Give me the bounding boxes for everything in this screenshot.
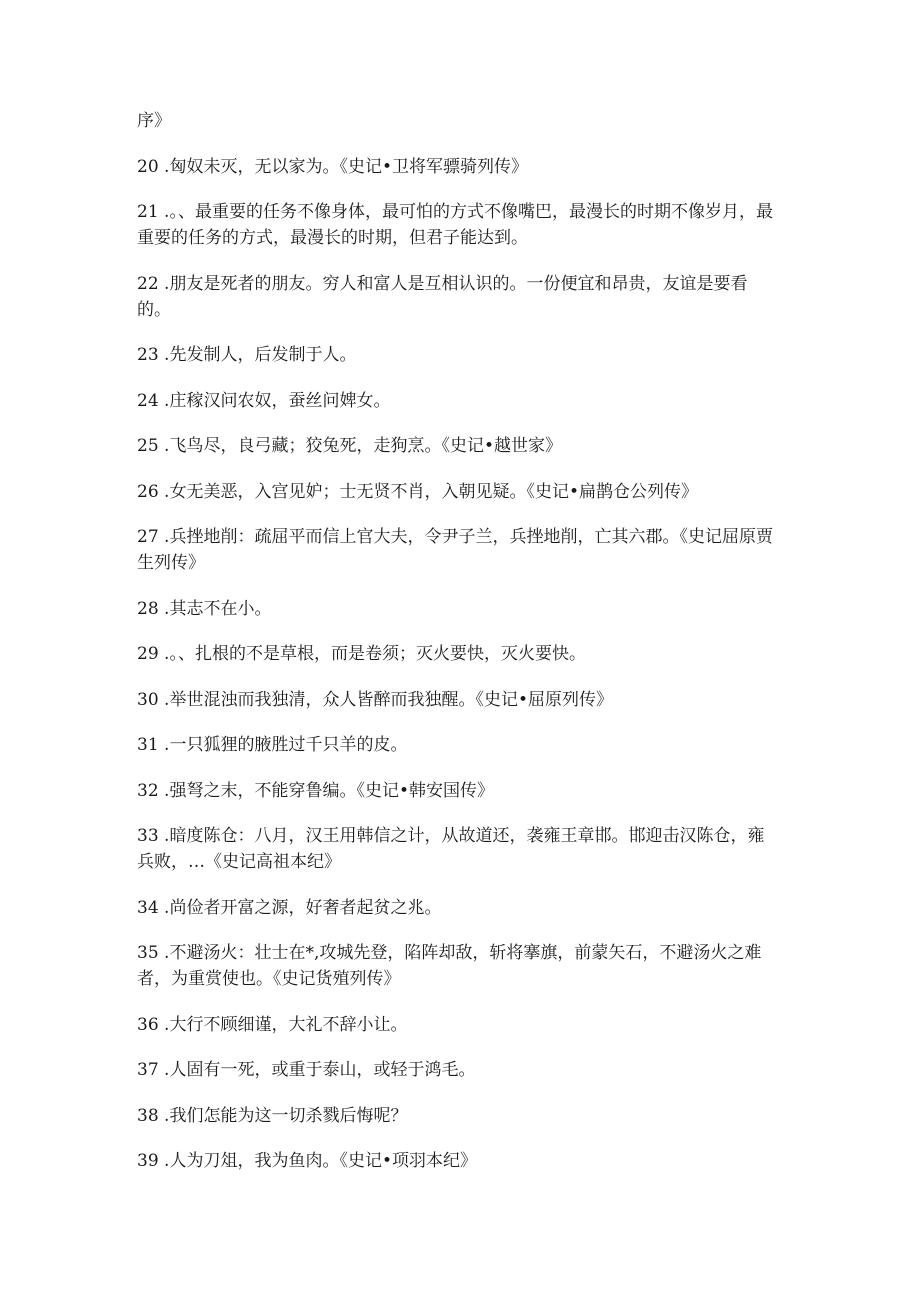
item-number: 21 xyxy=(137,202,159,222)
item-text: 庄稼汉问农奴，蚕丝问婢女。 xyxy=(169,390,391,411)
item-separator: . xyxy=(158,897,170,918)
item-number: 27 xyxy=(137,527,159,547)
item-text: 人为刀俎，我为鱼肉。《史记•项羽本纪》 xyxy=(169,1151,477,1171)
list-item xyxy=(137,199,777,251)
list-item xyxy=(137,732,777,758)
item-text: 飞鸟尽，良弓藏；狡兔死，走狗烹。《史记•越世家》 xyxy=(169,436,562,456)
item-number: 24 xyxy=(137,390,159,411)
item-text: 一只狐狸的腋胜过千只羊的皮。 xyxy=(169,735,408,755)
list-item xyxy=(137,1148,777,1174)
item-separator: . xyxy=(158,943,170,963)
list-item xyxy=(137,1103,777,1129)
item-number: 35 xyxy=(137,943,159,963)
list-item xyxy=(137,641,777,667)
item-text: 暗度陈仓：八月，汉王用韩信之计，从故道还，袭雍王章邯。邯迎击汉陈仓，雍兵败，…《史记高祖本纪》 xyxy=(137,826,765,872)
list-item xyxy=(137,895,777,921)
item-text: 女无美恶，入宫见妒；士无贤不肖，入朝见疑。《史记•扁鹊仓公列传》 xyxy=(169,481,698,502)
item-text: 先发制人，后发制于人。 xyxy=(169,345,357,365)
item-number: 31 xyxy=(137,735,159,755)
item-separator: . xyxy=(158,1014,170,1035)
item-text: 。、最重要的任务不像身体，最可怕的方式不像嘴巴，最漫长的时期不像岁月，最重要的任务的方式，最漫长的时期，但君子能达到。 xyxy=(137,202,773,248)
item-text: 我们怎能为这一切杀戮后悔呢？ xyxy=(169,1105,408,1126)
continued-fragment: 序》 xyxy=(137,111,171,131)
list-item xyxy=(137,271,777,323)
item-separator: . xyxy=(158,735,170,755)
list-item xyxy=(137,154,777,180)
item-number: 38 xyxy=(137,1105,159,1126)
item-number: 22 xyxy=(137,273,159,294)
item-text: 不避汤火：壮士在*,攻城先登，陷阵却敌，斩将搴旗，前蒙矢石，不避汤火之难者，为重赏使也。《史记货殖列传》 xyxy=(137,943,762,989)
item-number: 30 xyxy=(137,689,159,710)
list-item xyxy=(137,823,777,875)
item-number: 36 xyxy=(137,1014,159,1035)
item-text: 尚俭者开富之源，好奢者起贫之兆。 xyxy=(169,897,442,918)
item-separator: . xyxy=(158,273,170,294)
item-separator: . xyxy=(158,1060,170,1080)
list-item xyxy=(137,342,777,368)
item-text: 其志不在小。 xyxy=(169,598,272,619)
item-number: 34 xyxy=(137,897,159,918)
item-number: 33 xyxy=(137,826,159,846)
list-item xyxy=(137,1012,777,1038)
item-number: 28 xyxy=(137,598,159,619)
item-text: 人固有一死，或重于泰山，或轻于鸿毛。 xyxy=(169,1060,476,1080)
item-separator: . xyxy=(158,527,170,547)
quote-list xyxy=(137,154,777,1175)
item-number: 37 xyxy=(137,1060,159,1080)
list-item xyxy=(137,388,777,414)
document-page xyxy=(137,108,777,1194)
item-number: 26 xyxy=(137,481,159,502)
item-text: 大行不顾细谨，大礼不辞小让。 xyxy=(169,1014,408,1035)
list-item xyxy=(137,479,777,505)
item-number: 25 xyxy=(137,436,159,456)
list-item xyxy=(137,433,777,459)
item-separator: . xyxy=(158,644,170,664)
item-number: 32 xyxy=(137,780,159,801)
item-number: 39 xyxy=(137,1151,159,1171)
item-separator: . xyxy=(158,826,170,846)
item-text: 强弩之末，不能穿鲁编。《史记•韩安国传》 xyxy=(169,780,494,801)
list-item xyxy=(137,940,777,992)
item-number: 29 xyxy=(137,644,159,664)
item-number: 20 xyxy=(137,156,159,177)
item-separator: . xyxy=(158,202,170,222)
list-item xyxy=(137,778,777,804)
list-item xyxy=(137,1057,777,1083)
item-number: 23 xyxy=(137,345,159,365)
item-separator: . xyxy=(158,689,170,710)
item-separator: . xyxy=(158,390,170,411)
item-separator: . xyxy=(158,345,170,365)
item-separator: . xyxy=(158,436,170,456)
list-item xyxy=(137,524,777,576)
item-separator: . xyxy=(158,156,170,177)
item-text: 举世混浊而我独清，众人皆醉而我独醒。《史记•屈原列传》 xyxy=(169,689,613,710)
item-separator: . xyxy=(158,481,170,502)
item-text: 朋友是死者的朋友。穷人和富人是互相认识的。一份便宜和昂贵，友谊是要看的。 xyxy=(137,273,748,320)
item-separator: . xyxy=(158,780,170,801)
item-separator: . xyxy=(158,598,170,619)
list-item xyxy=(137,596,777,622)
item-separator: . xyxy=(158,1151,170,1171)
item-text: 匈奴未灭，无以家为。《史记•卫将军骠骑列传》 xyxy=(169,156,528,177)
list-item xyxy=(137,687,777,713)
item-separator: . xyxy=(158,1105,170,1126)
item-text: 。、扎根的不是草根，而是卷须；灭火要快，灭火要快。 xyxy=(169,644,586,664)
item-text: 兵挫地削：疏屈平而信上官大夫，令尹子兰，兵挫地削，亡其六郡。《史记屈原贾生列传》 xyxy=(137,527,773,573)
